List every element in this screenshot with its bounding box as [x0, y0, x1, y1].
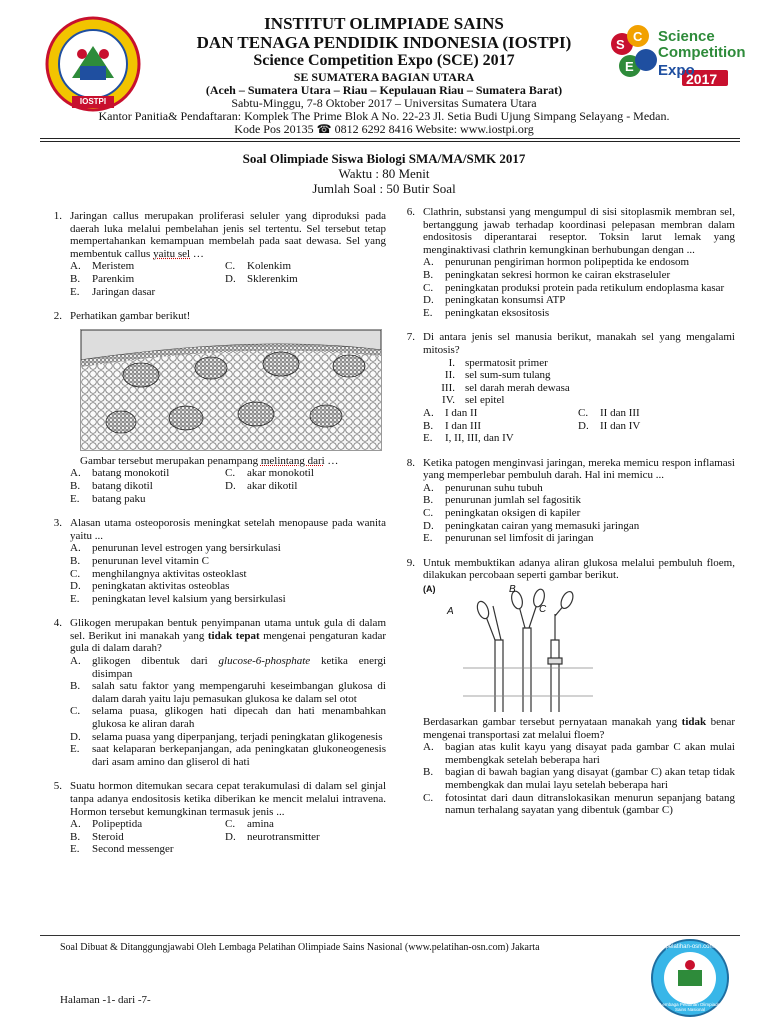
option-e[interactable]: E. penurunan sel limfosit di jaringan: [423, 532, 594, 545]
option-a[interactable]: A. penurunan level estrogen yang bersirkulasi: [70, 542, 281, 555]
option-b[interactable]: B. Parenkim: [70, 272, 135, 285]
header-institute-2: DAN TENAGA PENDIDIK INDONESIA (IOSTPI): [196, 33, 572, 52]
right-logo-c: C: [633, 29, 643, 44]
option-e[interactable]: E. peningkatan level kalsium yang bersirkulasi: [70, 592, 286, 605]
option-d[interactable]: D. peningkatan konsumsi ATP: [423, 294, 566, 307]
question-number: 6.: [406, 206, 415, 218]
exam-count: Jumlah Soal : 50 Butir Soal: [312, 181, 456, 196]
right-logo-line2: Competition: [658, 44, 746, 61]
statement-2: II. sel sum-sum tulang: [444, 369, 551, 382]
question-number: 1.: [53, 210, 62, 222]
header-divider: [40, 138, 740, 139]
left-column: [40, 210, 386, 864]
option-d[interactable]: D. peningkatan cairan yang memasuki jaringan: [423, 519, 640, 532]
options: [70, 655, 386, 768]
question-5: [40, 780, 386, 856]
option-b[interactable]: B. peningkatan sekresi hormon ke cairan ekstraseluler: [423, 268, 671, 281]
figure-label-a: A: [447, 606, 454, 618]
option-e[interactable]: E. Second messenger: [70, 843, 174, 856]
option-c[interactable]: C. amina: [225, 818, 274, 831]
statement-list: [423, 357, 735, 407]
options: [70, 467, 386, 505]
options: [70, 818, 386, 856]
option-d[interactable]: D. akar dikotil: [225, 479, 298, 492]
page-number: Halaman -1- dari -7-: [60, 994, 151, 1006]
header-institute: INSTITUT OLIMPIADE SAINS: [264, 14, 504, 33]
options: [70, 260, 386, 298]
question-number: 8.: [406, 456, 415, 469]
figure-caption: Gambar tersebut merupakan penampang melintang dari …: [80, 454, 339, 467]
question-text: Untuk membuktikan adanya aliran glukosa melalui pembuluh floem, dilakukan percobaan seperti gambar berikut.: [423, 556, 735, 582]
figure-label-c: C: [539, 604, 547, 616]
badge-top-text: pelatihan-osn.com: [665, 944, 715, 950]
option-e[interactable]: E. peningkatan eksositosis: [423, 306, 550, 319]
option-b[interactable]: B. penurunan jumlah sel fagositik: [423, 494, 581, 507]
figure-label: (A): [423, 584, 436, 595]
option-a[interactable]: A. penurunan suhu tubuh: [423, 481, 543, 494]
badge-bottom-text: Lembaga Pelatihan Olimpiade Sains Nasional: [659, 1002, 721, 1012]
option-d[interactable]: D. neurotransmitter: [225, 830, 320, 843]
left-logo-text: IOSTPI: [79, 97, 107, 106]
option-e[interactable]: E. batang paku: [70, 492, 146, 505]
statement-3: III. sel darah merah dewasa: [441, 381, 570, 394]
question-number: 7.: [406, 331, 415, 344]
option-b[interactable]: B. batang dikotil: [70, 479, 153, 492]
footer-credit: Soal Dibuat & Ditanggungjawabi Oleh Lembaga Pelatihan Olimpiade Sains Nasional (www.pelatihan-osn.com) Jakarta: [60, 942, 540, 953]
options: [423, 741, 735, 817]
question-text: Perhatikan gambar berikut!: [70, 310, 191, 323]
option-c[interactable]: C. fotosintat dari daun ditranslokasikan menurun sepanjang batang namun terhalang sayatan yang dibentuk (gambar C): [423, 791, 735, 817]
question-text: Suatu hormon ditemukan secara cepat terakumulasi di dalam sel ginjal tanpa adanya endositosis ketika diberikan ke mencit melalui intravena. Hormon tersebut kemungkinan termasuk jenis ...: [70, 780, 386, 818]
question-4: [40, 617, 386, 768]
option-a[interactable]: A. Meristem: [70, 260, 135, 273]
question-8: [393, 457, 735, 545]
option-c[interactable]: C. peningkatan produksi protein pada retikulum endoplasma kasar: [423, 281, 725, 294]
question-text: Clathrin, substansi yang mengumpul di sisi sitoplasmik membran sel, bertanggung jawab terhadap koordinasi pelepasan membran dalam endositosis diperantarai reseptor. Toksin larut lemak yang menginaktivasi clathrin kemungkinan berhubungan dengan ...: [423, 206, 735, 256]
option-b[interactable]: B. I dan III: [423, 419, 482, 432]
option-a[interactable]: A. glikogen dibentuk dari glucose-6-phosphate ketika energi disimpan: [70, 655, 386, 680]
question-6: [393, 206, 735, 319]
question-2: [40, 310, 386, 505]
question-number: 5.: [53, 780, 62, 793]
right-logo-e: E: [625, 59, 634, 74]
option-e[interactable]: E. I, II, III, dan IV: [423, 432, 514, 445]
option-b[interactable]: B. penurunan level vitamin C: [70, 554, 209, 567]
question-3: [40, 517, 386, 605]
question-text: Jaringan callus merupakan proliferasi seluler yang diproduksi pada daerah luka melalui pembelahan jenis sel tertentu. Sel tersebut tetap mempertahankan kemampuan membelah pada saat dewasa. Sel yang membentuk callus yaitu sel …: [70, 210, 386, 260]
phloem-experiment-figure: [423, 584, 733, 712]
option-a[interactable]: A. batang monokotil: [70, 467, 170, 480]
option-c[interactable]: C. peningkatan oksigen di kapiler: [423, 507, 581, 520]
header-provinces: (Aceh – Sumatera Utara – Riau – Kepulauan Riau – Sumatera Barat): [205, 83, 563, 97]
question-7: [393, 331, 735, 444]
figure-label-b: B: [509, 584, 516, 596]
options: [423, 482, 735, 545]
right-logo-line1: Science: [658, 28, 715, 45]
question-number: 3.: [53, 517, 62, 530]
options: [70, 542, 386, 605]
option-c[interactable]: C. menghilangnya aktivitas osteoklast: [70, 567, 247, 580]
option-a[interactable]: A. bagian atas kulit kayu yang disayat pada gambar C akan mulai membengkak setelah beberapa hari: [423, 741, 735, 766]
option-d[interactable]: D. selama puasa yang diperpanjang, terjadi peningkatan glikogenesis: [70, 730, 383, 743]
option-a[interactable]: A. penurunan pengiriman hormon polipeptida ke endosom: [423, 256, 690, 269]
option-d[interactable]: D. Sklerenkim: [225, 272, 298, 285]
question-9: [393, 557, 735, 817]
stem-cross-section-image: [80, 329, 382, 451]
options: [423, 407, 735, 445]
header-region: SE SUMATERA BAGIAN UTARA: [293, 70, 475, 84]
question-text: Di antara jenis sel manusia berikut, manakah sel yang mengalami mitosis?: [423, 331, 735, 356]
statement-4: IV. sel epitel: [442, 394, 505, 407]
header-event: Science Competition Expo (SCE) 2017: [253, 52, 515, 69]
option-e[interactable]: E. saat kelaparan berkepanjangan, ada peningkatan glukoneogenesis dari asam amino dan gliserol di hati: [70, 743, 386, 768]
right-logo-s: S: [616, 37, 625, 52]
option-b[interactable]: B. Steroid: [70, 830, 124, 843]
option-a[interactable]: A. I dan II: [423, 406, 478, 419]
footer-badge: [650, 938, 730, 1018]
header-date: Sabtu-Minggu, 7-8 Oktober 2017 – Universitas Sumatera Utara: [231, 96, 537, 110]
option-d[interactable]: D. peningkatan aktivitas osteoblas: [70, 580, 230, 593]
exam-title: Soal Olimpiade Siswa Biologi SMA/MA/SMK 2017: [242, 151, 526, 166]
option-c[interactable]: C. selama puasa, glikogen hati dipecah dan hati menambahkan glukosa ke aliran darah: [70, 705, 386, 731]
option-d[interactable]: D. II dan IV: [578, 419, 641, 432]
right-logo-line3: Expo: [658, 62, 695, 79]
option-b[interactable]: B. salah satu faktor yang mempengaruhi keseimbangan glukosa di dalam darah yaitu laju pemasukan glukosa ke dalam sel otot: [70, 680, 386, 705]
question-number: 4.: [53, 617, 62, 630]
question-follow-up: Berdasarkan gambar tersebut pernyataan manakah yang tidak benar mengenai transportasi zat melalui floem?: [423, 716, 735, 741]
header-office: Kantor Panitia& Pendaftaran: Komplek The Prime Blok A No. 22-23 Jl. Setia Budi Ujung Simpang Selayang - Medan.: [98, 109, 670, 123]
option-c[interactable]: C. Kolenkim: [225, 260, 291, 273]
option-c[interactable]: C. II dan III: [578, 406, 640, 419]
option-b[interactable]: B. bagian di bawah bagian yang disayat (gambar C) akan tetap tidak membengkak dan mulai layu setelah beberapa hari: [423, 766, 735, 791]
question-1: [40, 210, 386, 298]
option-a[interactable]: A. Polipeptida: [70, 818, 143, 831]
exam-time: Waktu : 80 Menit: [338, 166, 430, 181]
question-number: 9.: [406, 556, 415, 569]
header-divider-thin: [40, 141, 740, 142]
footer-divider: [40, 935, 740, 936]
question-text: Alasan utama osteoporosis meningkat setelah menopause pada wanita yaitu ...: [70, 517, 386, 542]
right-logo-year: 2017: [686, 71, 718, 87]
question-number: 2.: [53, 310, 62, 323]
option-c[interactable]: C. akar monokotil: [225, 467, 314, 480]
statement-1: I. spermatosit primer: [448, 356, 548, 369]
right-column: [393, 206, 735, 825]
question-text: Ketika patogen menginvasi jaringan, mereka memicu respon inflamasi yang memperlebar pembuluh darah. Hal ini memicu ...: [423, 456, 735, 482]
question-text: Glikogen merupakan bentuk penyimpanan utama untuk gula di dalam sel. Berikut ini manakah yang tidak tepat mengenai pengaturan kadar gula di dalam darah?: [70, 617, 387, 655]
option-e[interactable]: E. Jaringan dasar: [70, 285, 156, 298]
options: [423, 256, 735, 319]
header-contact: Kode Pos 20135 ☎ 0812 6292 8416 Website: www.iostpi.org: [234, 122, 534, 136]
